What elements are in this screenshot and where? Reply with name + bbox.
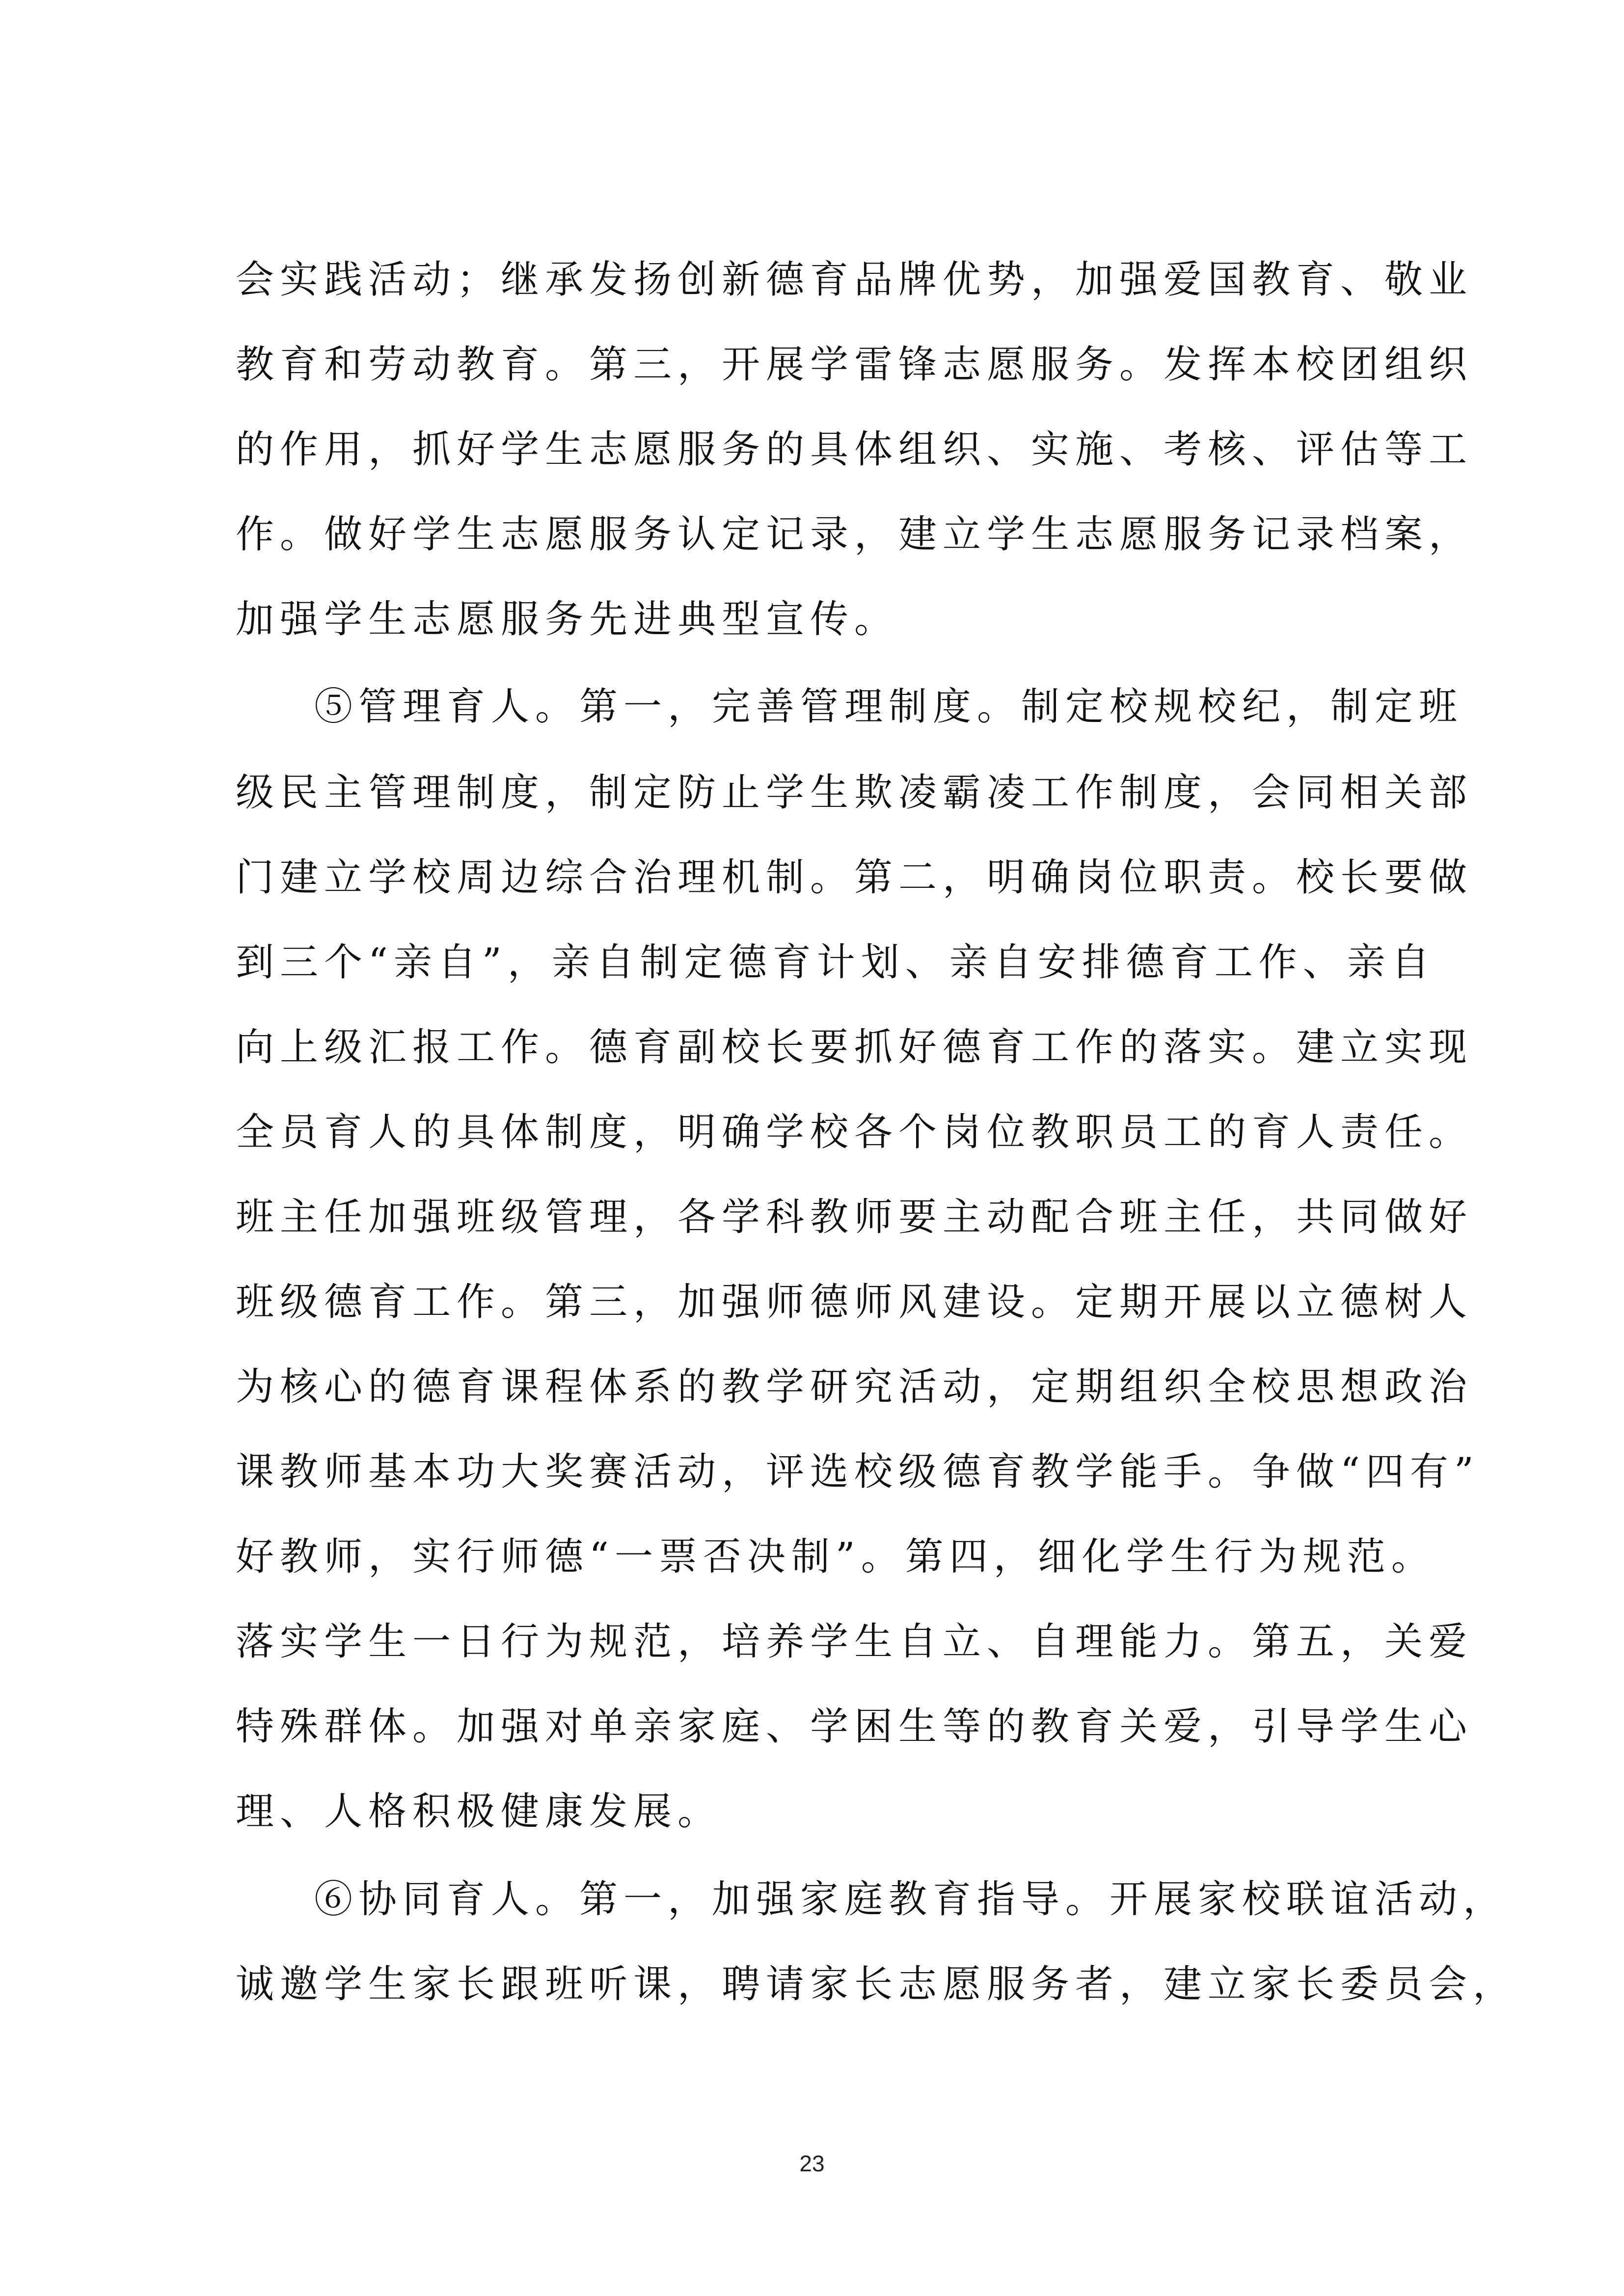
text-line-10: 向上级汇报工作。德育副校长要抓好德育工作的落实。建立实现 [236,1025,1473,1069]
paragraph-5-first-line: ⑤管理育人。第一，完善管理制度。制定校规校纪，制定班 [314,685,1463,729]
text-line-19: 理、人格积极健康发展。 [236,1789,722,1834]
text-line-14: 为核心的德育课程体系的教学研究活动，定期组织全校思想政治 [236,1365,1473,1409]
text-line-18: 特殊群体。加强对单亲家庭、学困生等的教育关爱，引导学生心 [236,1705,1473,1749]
text-line-15: 课教师基本功大奖赛活动，评选校级德育教学能手。争做“四有” [236,1450,1480,1494]
text-line-2: 教育和劳动教育。第三，开展学雷锋志愿服务。发挥本校团组织 [236,343,1473,387]
text-line-9: 到三个“亲自”，亲自制定德育计划、亲自安排德育工作、亲自 [236,940,1435,985]
text-line-16: 好教师，实行师德“一票否决制”。第四，细化学生行为规范。 [236,1535,1435,1579]
text-line-17: 落实学生一日行为规范，培养学生自立、自理能力。第五，关爱 [236,1620,1473,1664]
text-line-21: 诚邀学生家长跟班听课，聘请家长志愿服务者，建立家长委员会， [236,1962,1517,2006]
text-line-8: 门建立学校周边综合治理机制。第二，明确岗位职责。校长要做 [236,855,1473,900]
text-line-1: 会实践活动；继承发扬创新德育品牌优势，加强爱国教育、敬业 [236,258,1473,302]
text-line-12: 班主任加强班级管理，各学科教师要主动配合班主任，共同做好 [236,1195,1473,1239]
page-number: 23 [799,2151,825,2176]
text-line-7: 级民主管理制度，制定防止学生欺凌霸凌工作制度，会同相关部 [236,771,1473,815]
paragraph-6-first-line: ⑥协同育人。第一，加强家庭教育指导。开展家校联谊活动， [314,1877,1508,1922]
text-line-4: 作。做好学生志愿服务认定记录，建立学生志愿服务记录档案， [236,512,1473,557]
text-line-11: 全员育人的具体制度，明确学校各个岗位教职员工的育人责任。 [236,1110,1473,1154]
text-line-5: 加强学生志愿服务先进典型宣传。 [236,597,899,641]
text-line-3: 的作用，抓好学生志愿服务的具体组织、实施、考核、评估等工 [236,427,1473,472]
text-line-13: 班级德育工作。第三，加强师德师风建设。定期开展以立德树人 [236,1280,1473,1324]
